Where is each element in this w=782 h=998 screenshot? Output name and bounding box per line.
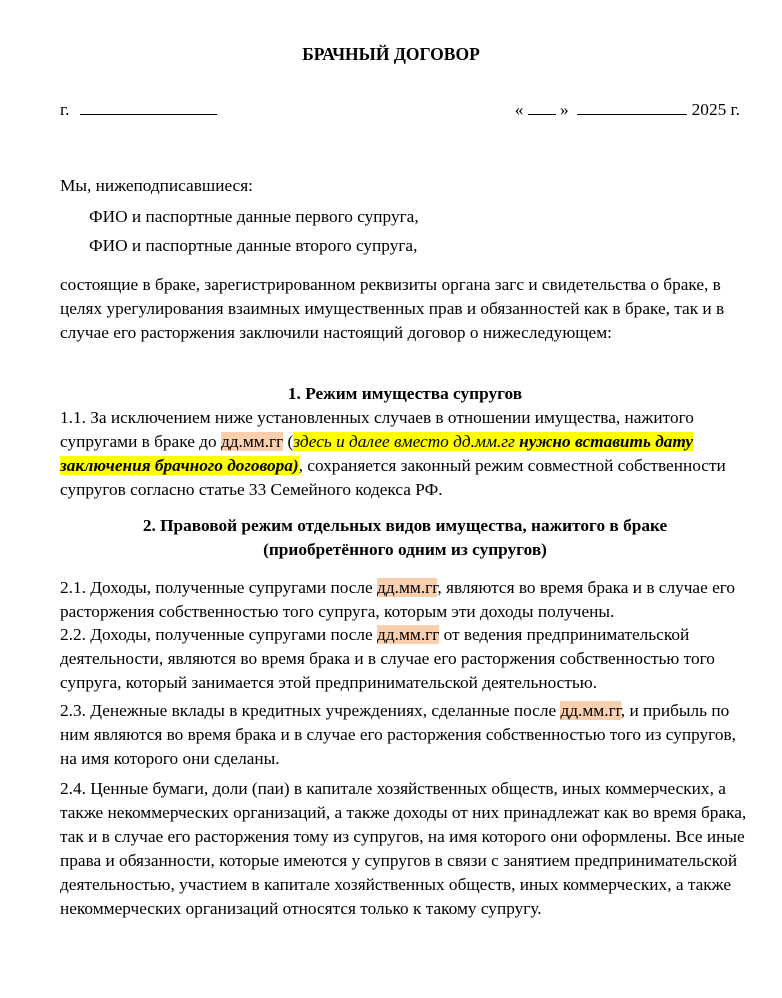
day-blank[interactable]: [528, 99, 556, 115]
date-line: [515, 99, 740, 120]
place-line: [60, 99, 217, 120]
clause-1-1-text-b: , сохраняется законный режим совместной собственности супругов согласно статье 33 Семейного кодекса РФ.: [60, 456, 726, 499]
section-2-heading-line-1: 2. Правовой режим отдельных видов имущества, нажитого в браке: [142, 516, 668, 535]
clause-2-2: [60, 623, 750, 695]
clause-2-3: [60, 699, 750, 771]
month-blank[interactable]: [577, 99, 687, 115]
date-open-quote: «: [514, 100, 524, 119]
intro-text: Мы, нижеподписавшиеся:: [60, 176, 253, 195]
date-placeholder: дд.мм.гг: [220, 432, 284, 451]
party-2: ФИО и паспортные данные второго супруга,: [89, 236, 418, 255]
date-placeholder: дд.мм.гг: [377, 625, 440, 644]
party-1: ФИО и паспортные данные первого супруга,: [89, 207, 419, 226]
clause-2-4: 2.4. Ценные бумаги, доли (паи) в капитале хозяйственных обществ, иных коммерческих, а также некоммерческих организаций, а также доходы от них принадлежат как во время брака, так и в случае его расторжения тому из супругов, на имя которого они оформлены. Все иные права и обязанности, которые имеются у супругов в связи с занятием предпринимательской деятельностью, участием в капитале хозяйственных обществ, иных коммерческих, а также некоммерческих организаций относятся только к такому супругу.: [60, 779, 747, 918]
section-1-heading: 1. Режим имущества супругов: [287, 384, 523, 403]
date-placeholder: дд.мм.гг: [377, 578, 438, 597]
year-label: 2025 г.: [691, 100, 740, 119]
clause-2-1-text-a: 2.1. Доходы, полученные супругами после: [60, 578, 378, 597]
instruction-note-b: нужно вставить дату заключения брачного договора): [60, 432, 694, 475]
section-2-heading-line-2: (приобретённого одним из супругов): [263, 540, 547, 559]
instruction-note-a: здесь и далее вместо дд.мм.гг: [293, 432, 520, 451]
clause-2-2-text-b: от ведения предпринимательской деятельности, являются во время брака и в случае его расторжения собственностью того супруга, который занимается этой предпринимательской деятельностью.: [60, 625, 715, 692]
date-placeholder: дд.мм.гг: [560, 701, 621, 720]
place-blank[interactable]: [80, 99, 217, 115]
clause-2-2-text-a: 2.2. Доходы, полученные супругами после: [60, 625, 378, 644]
preamble: состоящие в браке, зарегистрированном реквизиты органа загс и свидетельства о браке, в целях урегулирования взаимных имущественных прав и обязанностей как в браке, так и в случае его расторжения заключили настоящий договор о нижеследующем:: [60, 275, 725, 342]
clause-1-1-paren: (: [283, 432, 294, 451]
clause-2-3-text-b: , и прибыль по ним являются во время брака и в случае его расторжения собственностью того из супругов, на имя которого они сделаны.: [60, 701, 736, 768]
date-close-quote: »: [560, 100, 569, 119]
place-prefix: г.: [60, 100, 70, 119]
clause-1-1: [60, 406, 750, 502]
clause-2-1-text-b: , являются во время брака и в случае его расторжения собственностью того супруга, которым эти доходы получены.: [60, 578, 736, 621]
clause-1-1-text-a: 1.1. За исключением ниже установленных случаев в отношении имущества, нажитого супругами в браке до: [60, 408, 694, 451]
clause-2-3-text-a: 2.3. Денежные вклады в кредитных учреждениях, сделанные после: [60, 701, 561, 720]
clause-2-1: [60, 576, 750, 624]
document-title: БРАЧНЫЙ ДОГОВОР: [302, 44, 480, 64]
